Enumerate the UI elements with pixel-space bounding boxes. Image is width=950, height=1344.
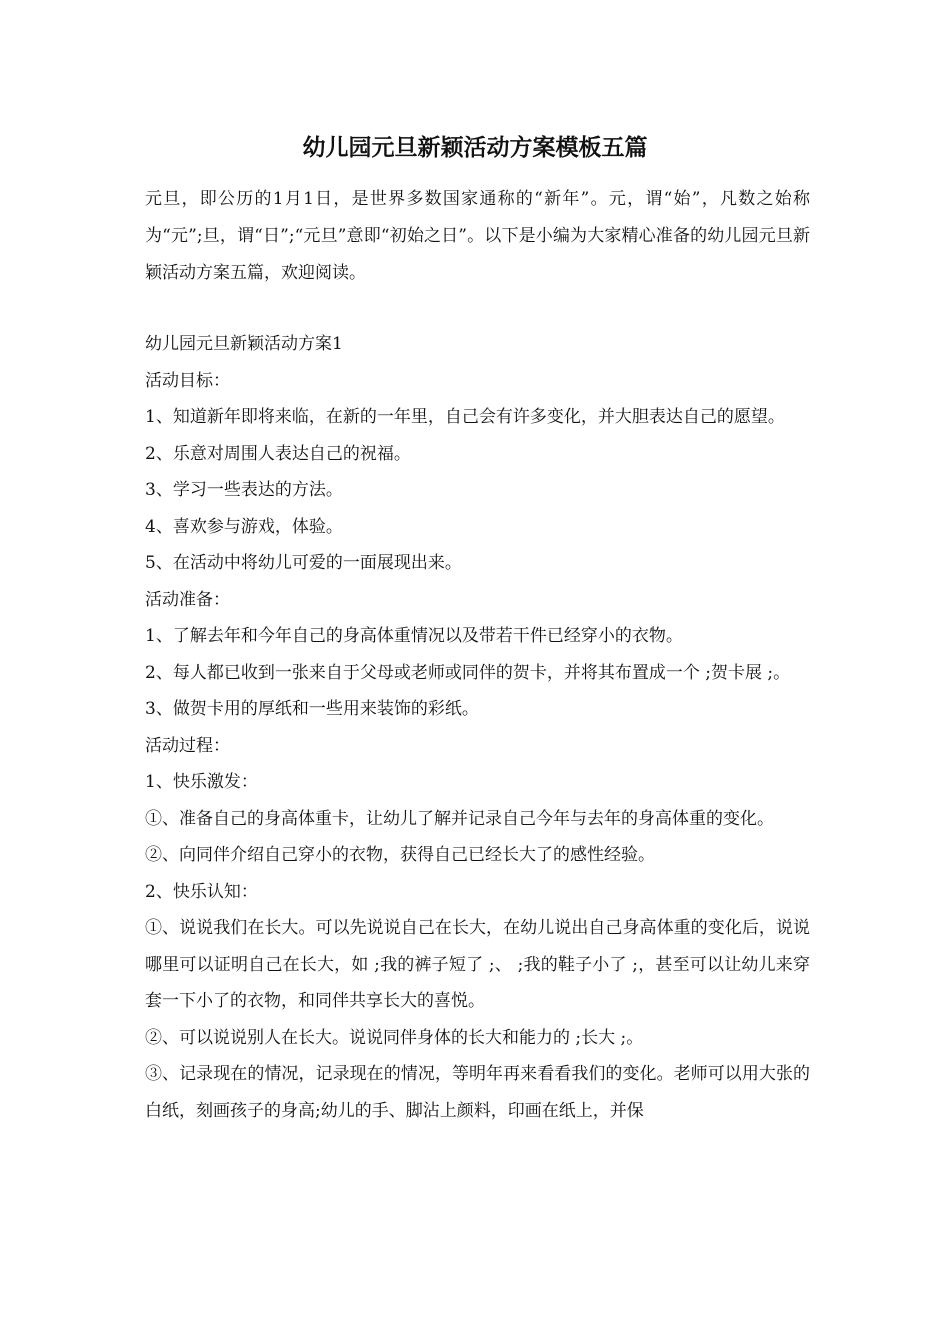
paragraph: 3、学习一些表达的方法。 [145, 480, 343, 500]
paragraph: 1、了解去年和今年自己的身高体重情况以及带若干件已经穿小的衣物。 [145, 626, 683, 646]
intro-paragraph: 元旦，即公历的1月1日，是世界多数国家通称的“新年”。元，谓“始”，凡数之始称为“元”;旦，谓“日”;“元旦”意即“初始之日”。以下是小编为大家精心准备的幼儿园元旦新颖活动方案五篇，欢迎阅读。 [145, 189, 810, 283]
paragraph: 4、喜欢参与游戏，体验。 [145, 516, 343, 537]
section-heading: 幼儿园元旦新颖活动方案1 [145, 334, 343, 354]
subheading-goals: 活动目标： [145, 370, 230, 391]
document-content [145, 181, 810, 1129]
paragraph: 5、在活动中将幼儿可爱的一面展现出来。 [145, 553, 462, 573]
paragraph: 1、知道新年即将来临，在新的一年里，自己会有许多变化，并大胆表达自己的愿望。 [145, 407, 785, 427]
paragraph: ②、向同伴介绍自己穿小的衣物，获得自己已经长大了的感性经验。 [145, 845, 655, 865]
subheading-preparation: 活动准备： [145, 589, 230, 610]
paragraph: ①、说说我们在长大。可以先说说自己在长大，在幼儿说出自己身高体重的变化后，说说哪里可以证明自己在长大，如 ;我的裤子短了 ;、 ;我的鞋子小了 ;，甚至可以让幼儿来穿套一下小了的衣物，和同伴共享长大的喜悦。 [145, 918, 810, 1011]
paragraph: 2、每人都已收到一张来自于父母或老师或同伴的贺卡，并将其布置成一个 ;贺卡展 ;。 [145, 662, 791, 683]
paragraph: 2、乐意对周围人表达自己的祝福。 [145, 443, 411, 464]
document-title: 幼儿园元旦新颖活动方案模板五篇 [302, 134, 648, 161]
subheading-process: 活动过程： [145, 735, 230, 756]
document-body [145, 326, 810, 1129]
paragraph: 1、快乐激发： [145, 772, 258, 792]
paragraph: ③、记录现在的情况，记录现在的情况，等明年再来看看我们的变化。老师可以用大张的白纸，刻画孩子的身高;幼儿的手、脚沾上颜料，印画在纸上，并保 [145, 1064, 810, 1121]
paragraph: 3、做贺卡用的厚纸和一些用来装饰的彩纸。 [145, 699, 479, 719]
paragraph: ②、可以说说别人在长大。说说同伴身体的长大和能力的 ;长大 ;。 [145, 1027, 644, 1048]
paragraph: 2、快乐认知： [145, 881, 258, 902]
paragraph: ①、准备自己的身高体重卡，让幼儿了解并记录自己今年与去年的身高体重的变化。 [145, 808, 774, 829]
